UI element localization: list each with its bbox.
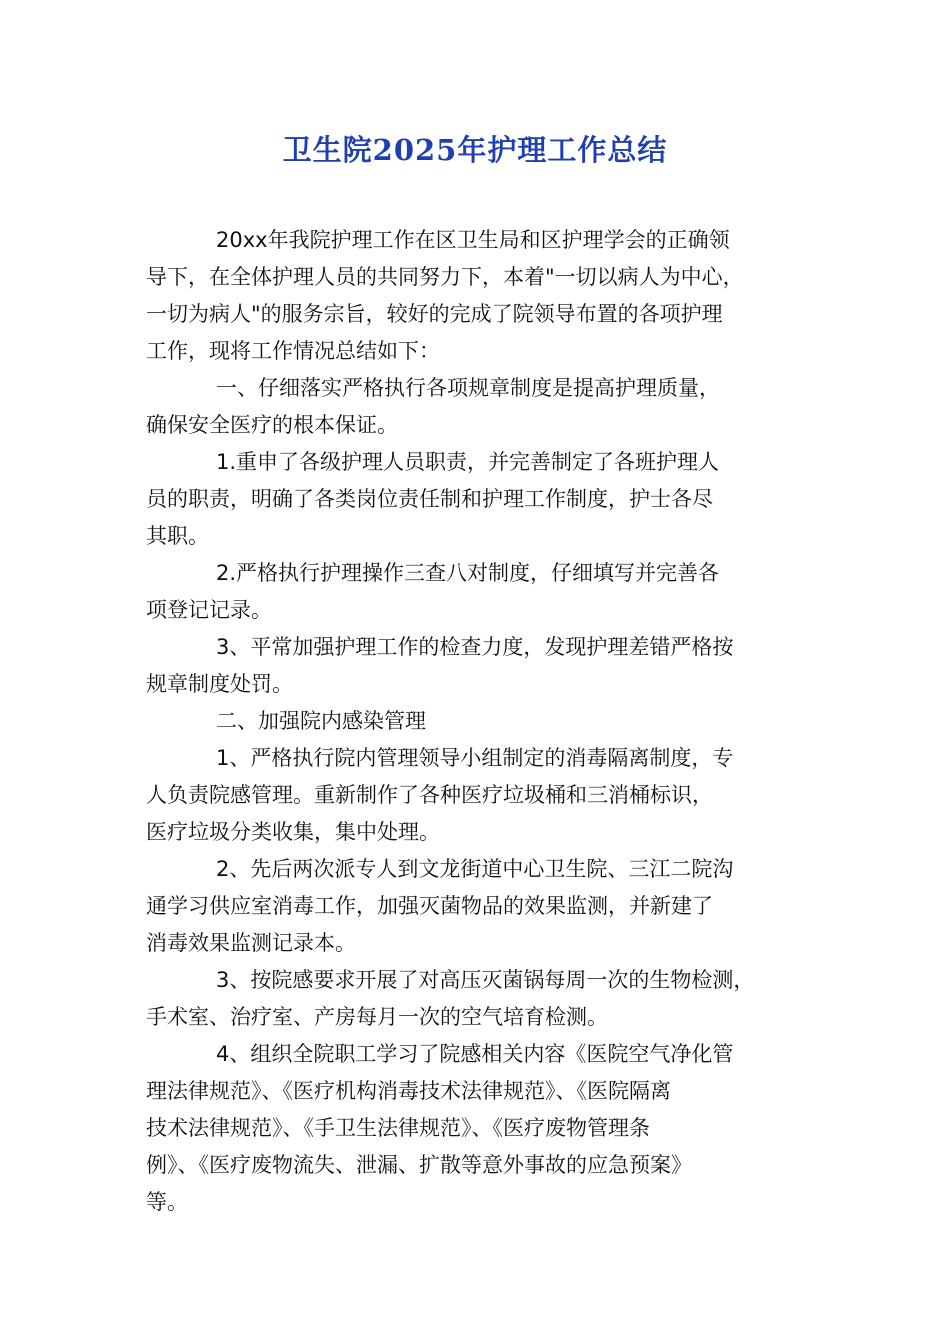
- paragraph-line: 导下，在全体护理人员的共同努力下，本着"一切以病人为中心，: [146, 265, 744, 289]
- paragraph-first-line: 1、严格执行院内管理领导小组制定的消毒隔离制度，专: [216, 746, 734, 770]
- paragraph-first-line: 3、平常加强护理工作的检查力度，发现护理差错严格按: [216, 635, 734, 659]
- paragraph-line: 理法律规范》、《医疗机构消毒技术法律规范》、《医院隔离: [146, 1079, 671, 1103]
- paragraph-line: 确保安全医疗的根本保证。: [146, 413, 398, 437]
- paragraph-line: 技术法律规范》、《手卫生法律规范》、《医疗废物管理条: [146, 1116, 650, 1140]
- paragraph-first-line: 一、仔细落实严格执行各项规章制度是提高护理质量，: [216, 376, 720, 400]
- paragraph-line: 通学习供应室消毒工作，加强灭菌物品的效果监测，并新建了: [146, 894, 713, 918]
- paragraph-line: 规章制度处罚。: [146, 672, 293, 696]
- document-body: [146, 222, 814, 1221]
- paragraph-line: 手术室、治疗室、产房每月一次的空气培育检测。: [146, 1005, 608, 1029]
- paragraph-first-line: 2.严格执行护理操作三查八对制度，仔细填写并完善各: [216, 561, 720, 585]
- paragraph-first-line: 4、组织全院职工学习了院感相关内容《医院空气净化管: [216, 1042, 734, 1066]
- paragraph-line: 消毒效果监测记录本。: [146, 931, 356, 955]
- paragraph-line: 工作，现将工作情况总结如下：: [146, 339, 440, 363]
- paragraph-line: 一切为病人"的服务宗旨，较好的完成了院领导布置的各项护理: [146, 302, 723, 326]
- paragraph-line: 等。: [146, 1190, 188, 1214]
- paragraph-line: 其职。: [146, 524, 209, 548]
- paragraph-line: 项登记记录。: [146, 598, 272, 622]
- paragraph-first-line: 2、先后两次派专人到文龙街道中心卫生院、三江二院沟: [216, 857, 734, 881]
- paragraph-line: 员的职责，明确了各类岗位责任制和护理工作制度，护士各尽: [146, 487, 713, 511]
- paragraph-first-line: 20xx年我院护理工作在区卫生局和区护理学会的正确领: [216, 228, 730, 252]
- paragraph-first-line: 1.重申了各级护理人员职责，并完善制定了各班护理人: [216, 450, 720, 474]
- paragraph-first-line: 二、加强院内感染管理: [216, 709, 426, 733]
- paragraph-line: 人负责院感管理。重新制作了各种医疗垃圾桶和三消桶标识，: [146, 783, 713, 807]
- paragraph-line: 医疗垃圾分类收集，集中处理。: [146, 820, 440, 844]
- paragraph-first-line: 3、按院感要求开展了对高压灭菌锅每周一次的生物检测，: [216, 968, 755, 992]
- paragraph-line: 例》、《医疗废物流失、泄漏、扩散等意外事故的应急预案》: [146, 1153, 692, 1177]
- document-title: 卫生院2025年护理工作总结: [282, 133, 668, 167]
